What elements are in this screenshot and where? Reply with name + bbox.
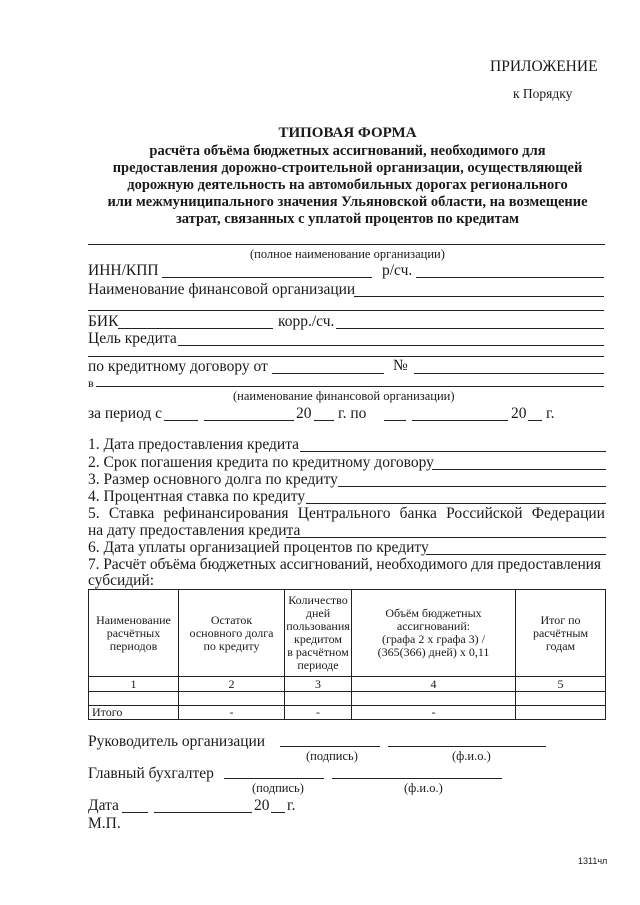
- table-cell[interactable]: [89, 692, 179, 706]
- header-text: расчётным: [532, 625, 589, 640]
- header-text: Объём бюджетных: [385, 606, 482, 620]
- date-year-prefix: 20: [254, 797, 270, 814]
- period-to-year-field[interactable]: [528, 420, 542, 421]
- fin-org-field-2[interactable]: [88, 310, 604, 311]
- item-5-word: Ставка: [108, 505, 155, 522]
- header-text: Остаток: [210, 612, 253, 627]
- period-to-year-suffix: г.: [546, 405, 555, 422]
- item-5-field[interactable]: [286, 537, 606, 538]
- table-row: [89, 692, 606, 706]
- header-text: пользования: [286, 619, 350, 633]
- total-cell: -: [352, 706, 516, 720]
- form-heading: ТИПОВАЯ ФОРМА: [278, 125, 417, 141]
- head-name-field[interactable]: [388, 746, 546, 747]
- period-from-day-field[interactable]: [164, 420, 198, 421]
- head-signature-field[interactable]: [280, 746, 380, 747]
- period-to-month-field[interactable]: [412, 420, 508, 421]
- date-month-field[interactable]: [154, 812, 252, 813]
- item-5-label: [88, 505, 605, 523]
- form-title-line-5: затрат, связанных с уплатой процентов по кредитам: [175, 211, 520, 227]
- head-name-caption: (ф.и.о.): [452, 749, 491, 763]
- fin-org-field[interactable]: [354, 296, 604, 297]
- item-1-label: 1. Дата предоставления кредита: [88, 436, 300, 453]
- accountant-name-caption: (ф.и.о.): [404, 781, 443, 795]
- date-label: Дата: [88, 797, 119, 814]
- column-number: 5: [516, 677, 606, 692]
- column-number: 4: [352, 677, 516, 692]
- stamp-place: М.П.: [88, 815, 121, 832]
- account-field[interactable]: [416, 277, 604, 278]
- item-3-label: 3. Размер основного долга по кредиту: [88, 471, 338, 488]
- item-5-word: банка: [399, 505, 437, 522]
- header-text: кредитом: [294, 632, 342, 646]
- period-to-year-prefix: 20: [511, 405, 527, 422]
- header-text: годам: [545, 638, 576, 653]
- purpose-label: Цель кредита: [88, 330, 177, 347]
- purpose-field-2[interactable]: [88, 356, 604, 357]
- column-header-periods: [89, 590, 179, 677]
- column-number: 1: [89, 677, 179, 692]
- period-from-label: за период с: [88, 405, 163, 422]
- corr-account-label: корр./сч.: [278, 313, 335, 330]
- header-text: (365(366) дней) х 0,11: [377, 645, 490, 659]
- head-signature-caption: (подпись): [306, 749, 358, 763]
- date-year-suffix: г.: [287, 797, 296, 814]
- period-from-year-prefix: 20: [296, 405, 312, 422]
- inn-field[interactable]: [162, 277, 372, 278]
- purpose-field[interactable]: [178, 345, 604, 346]
- head-signature-label: Руководитель организации: [88, 733, 266, 750]
- contract-date-field[interactable]: [272, 373, 384, 374]
- item-6-field[interactable]: [426, 554, 606, 555]
- header-text: в расчётном: [287, 645, 349, 659]
- bik-label: БИК: [88, 313, 119, 330]
- table-cell[interactable]: [285, 692, 352, 706]
- bank-name-field[interactable]: [96, 386, 604, 387]
- bik-field[interactable]: [118, 328, 273, 329]
- bank-name-caption: (наименование финансовой организации): [233, 389, 455, 403]
- header-text: Наименование: [96, 612, 171, 627]
- item-2-field[interactable]: [432, 469, 606, 470]
- total-cell: -: [285, 706, 352, 720]
- accountant-signature-field[interactable]: [224, 778, 324, 779]
- accountant-signature-label: Главный бухгалтер: [88, 765, 214, 782]
- footer-code: 1311чл: [578, 856, 608, 866]
- date-year-field[interactable]: [271, 812, 285, 813]
- org-name-line[interactable]: [88, 244, 605, 245]
- column-number: 3: [285, 677, 352, 692]
- header-text: расчётных: [106, 625, 161, 640]
- table-header-row: [89, 590, 606, 677]
- accountant-signature-caption: (подпись): [252, 781, 304, 795]
- total-cell: -: [179, 706, 285, 720]
- item-5-label-line-2: на дату предоставления кредита: [88, 522, 301, 539]
- column-header-principal: [179, 590, 285, 677]
- header-text: периоде: [297, 658, 339, 672]
- in-label: в: [88, 376, 94, 390]
- table-cell[interactable]: [516, 692, 606, 706]
- item-5-word: рефинансирования: [163, 505, 289, 522]
- header-text: (графа 2 х графа 3) /: [381, 632, 486, 646]
- column-header-budget: [352, 590, 516, 677]
- item-5-word: Российской: [446, 505, 523, 522]
- item-4-field[interactable]: [306, 503, 606, 504]
- appendix-label: ПРИЛОЖЕНИЕ: [490, 58, 598, 75]
- period-from-month-field[interactable]: [204, 420, 294, 421]
- total-label: Итого: [89, 706, 179, 720]
- item-7-label: 7. Расчёт объёма бюджетных ассигнований, необходимого для предоставления: [88, 556, 601, 573]
- contract-label: по кредитному договору от: [88, 358, 268, 375]
- header-text: Количество: [288, 593, 348, 607]
- accountant-name-field[interactable]: [332, 778, 502, 779]
- form-title-line-3: дорожную деятельность на автомобильных дорогах регионального: [127, 177, 568, 193]
- item-3-field[interactable]: [338, 486, 606, 487]
- column-header-days: [285, 590, 352, 677]
- calculation-table: [88, 589, 606, 720]
- period-to-day-field[interactable]: [384, 420, 406, 421]
- form-title-line-2: предоставления дорожно-строительной организации, осуществляющей: [112, 160, 583, 176]
- total-cell[interactable]: [516, 706, 606, 720]
- item-4-label: 4. Процентная ставка по кредиту: [88, 488, 306, 505]
- table-cell[interactable]: [352, 692, 516, 706]
- date-day-field[interactable]: [122, 812, 148, 813]
- item-6-label: 6. Дата уплаты организацией процентов по кредиту: [88, 539, 429, 556]
- column-header-total: [516, 590, 606, 677]
- period-from-year-field[interactable]: [314, 420, 334, 421]
- item-2-label: 2. Срок погашения кредита по кредитному договору: [88, 454, 434, 471]
- inn-label: ИНН/КПП: [88, 262, 159, 279]
- contract-number-field[interactable]: [414, 373, 604, 374]
- contract-number-label: №: [393, 357, 408, 374]
- appendix-reference: к Порядку: [513, 86, 573, 101]
- item-5-word: Федерации: [531, 505, 605, 522]
- form-title-line-1: расчёта объёма бюджетных ассигнований, необходимого для: [149, 143, 546, 159]
- org-name-caption: (полное наименование организации): [250, 247, 445, 261]
- table-cell[interactable]: [179, 692, 285, 706]
- table-number-row: [89, 677, 606, 692]
- period-to-label: г. по: [338, 405, 367, 422]
- item-5-word: Центрального: [297, 505, 391, 522]
- column-number: 2: [179, 677, 285, 692]
- header-text: ассигнований:: [396, 619, 471, 633]
- table-total-row: [89, 706, 606, 720]
- header-text: по кредиту: [203, 638, 260, 653]
- account-label: р/сч.: [382, 262, 413, 279]
- item-5-word: 5.: [88, 505, 100, 522]
- header-text: дней: [305, 606, 331, 620]
- fin-org-label: Наименование финансовой организации: [88, 281, 356, 298]
- item-1-field[interactable]: [300, 451, 606, 452]
- corr-account-field[interactable]: [336, 328, 604, 329]
- item-7-label-line-2: субсидий:: [88, 572, 155, 589]
- header-text: основного долга: [189, 625, 274, 640]
- form-title-line-4: или межмуниципального значения Ульяновской области, на возмещение: [107, 194, 588, 210]
- header-text: Итог по: [540, 612, 581, 627]
- header-text: периодов: [109, 638, 158, 653]
